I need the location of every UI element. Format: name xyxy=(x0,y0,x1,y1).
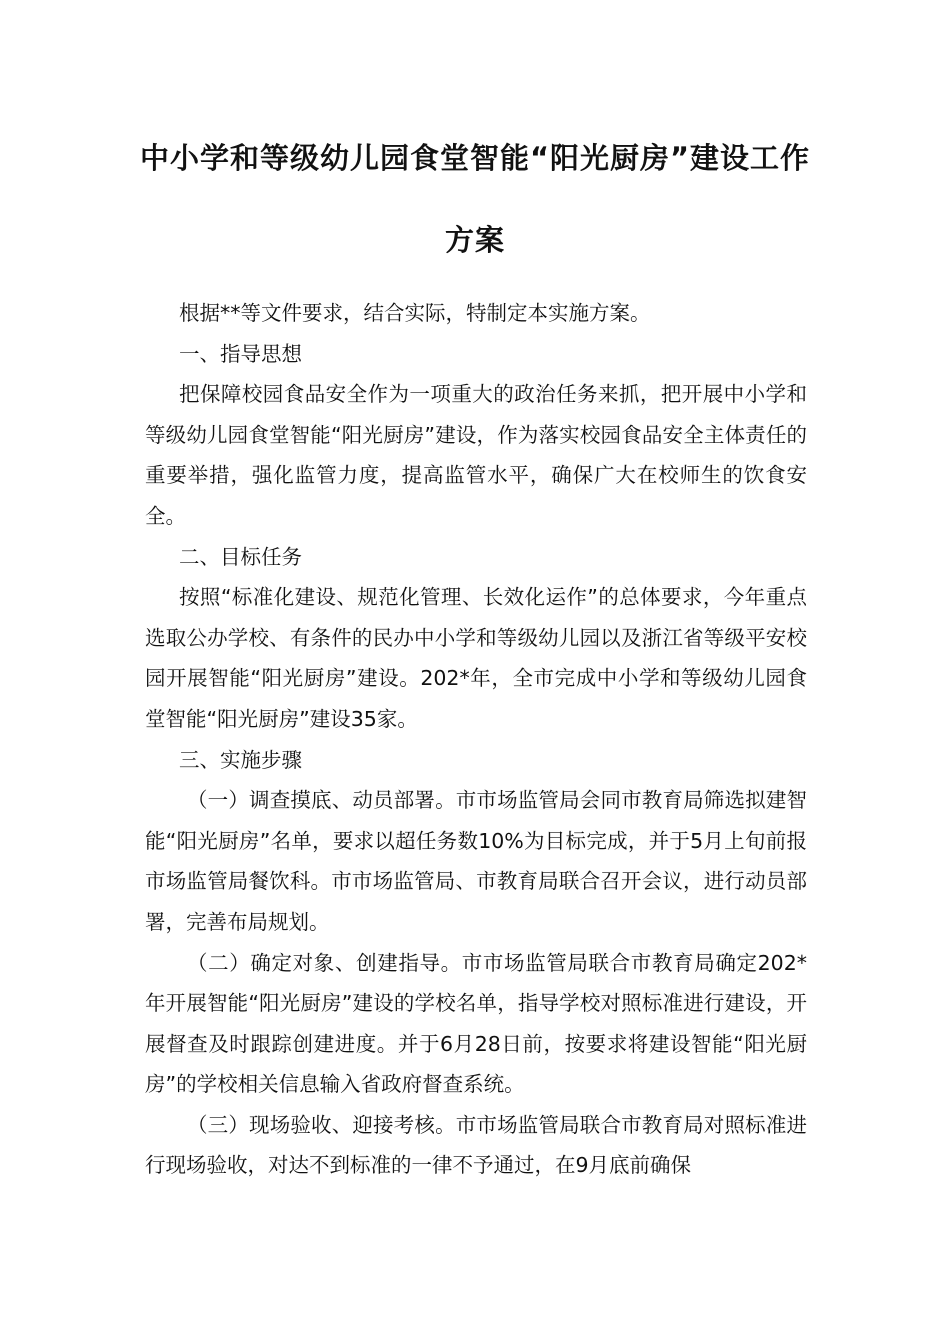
section-heading-targets: 二、目标任务 xyxy=(179,544,302,569)
document-title-line-2: 方案 xyxy=(444,223,505,257)
paragraph-step-2: （二）确定对象、创建指导。市市场监管局联合市教育局确定202*年开展智能“阳光厨房”建设的学校名单，指导学校对照标准进行建设，开展督查及时跟踪创建进度。并于6月28日前，按要求将建设智能“阳光厨房”的学校相关信息输入省政府督查系统。 xyxy=(145,950,807,1097)
section-heading-guiding-thought: 一、指导思想 xyxy=(179,341,302,366)
paragraph-targets: 按照“标准化建设、规范化管理、长效化运作”的总体要求，今年重点选取公办学校、有条件的民办中小学和等级幼儿园以及浙江省等级平安校园开展智能“阳光厨房”建设。202*年，全市完成中小学和等级幼儿园食堂智能“阳光厨房”建设35家。 xyxy=(145,585,807,731)
document-body xyxy=(145,293,807,1186)
paragraph-step-1: （一）调查摸底、动员部署。市市场监管局会同市教育局筛选拟建智能“阳光厨房”名单，要求以超任务数10%为目标完成，并于5月上旬前报市场监管局餐饮科。市市场监管局、市教育局联合召开会议，进行动员部署，完善布局规划。 xyxy=(145,788,807,934)
section-heading-steps: 三、实施步骤 xyxy=(179,747,302,772)
intro-paragraph: 根据**等文件要求，结合实际，特制定本实施方案。 xyxy=(179,301,651,325)
paragraph-step-3: （三）现场验收、迎接考核。市市场监管局联合市教育局对照标准进行现场验收，对达不到标准的一律不予通过，在9月底前确保 xyxy=(145,1112,807,1178)
paragraph-guiding-thought: 把保障校园食品安全作为一项重大的政治任务来抓，把开展中小学和等级幼儿园食堂智能“阳光厨房”建设，作为落实校园食品安全主体责任的重要举措，强化监管力度，提高监管水平，确保广大在校师生的饮食安全。 xyxy=(145,382,807,528)
document-title-line-1: 中小学和等级幼儿园食堂智能“阳光厨房”建设工作 xyxy=(139,141,811,175)
